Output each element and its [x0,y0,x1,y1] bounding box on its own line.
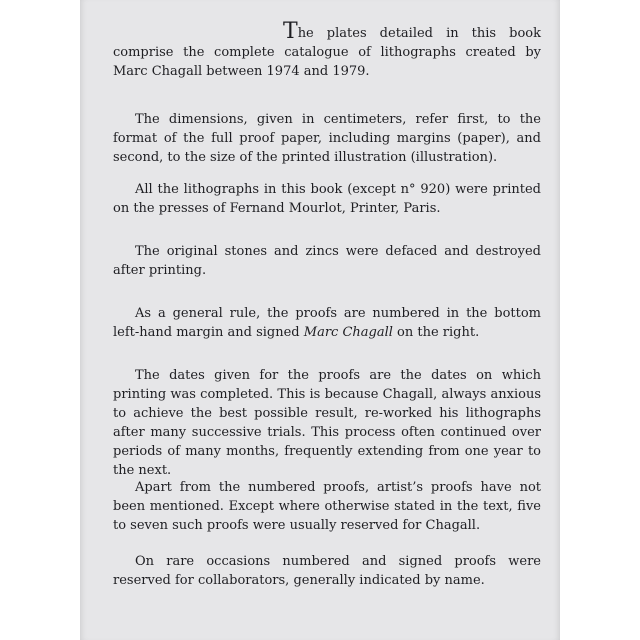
paragraph-body-end: on the right. [392,325,480,340]
paragraph-text: On rare occasions numbered and signed proofs were reserved for collaborators, generally indicated by name. [113,554,541,588]
paragraph-text [113,304,541,342]
paragraph-body: he plates detailed in this book comprise the complete catalogue of lithographs created by Marc Chagall between 1974 and 1979. [113,26,541,79]
paragraph-dates [113,366,541,480]
paragraph-artists-proofs [113,478,541,535]
paragraph-stones [113,242,541,280]
paragraph-text: All the lithographs in this book (except n° 920) were printed on the presses of Fernand Mourlot, Printer, Paris. [113,182,541,216]
paragraph-printer [113,180,541,218]
paragraph-dimensions [113,110,541,167]
paragraph-text: The original stones and zincs were defaced and destroyed after printing. [113,244,541,278]
signature-name: Marc Chagall [303,325,393,340]
drop-cap-letter: T [283,19,298,44]
paragraph-text [113,19,541,81]
paragraph-collaborators [113,552,541,590]
paragraph-body: As a general rule, the proofs are numbered in the bottom left-hand margin and signed [113,306,541,340]
book-page [80,0,560,640]
paragraph-text: Apart from the numbered proofs, artist’s proofs have not been mentioned. Except where otherwise stated in the text, five to seven such proofs were usually reserved for Chagall. [113,480,541,533]
paragraph-catalogue-scope [113,19,541,81]
paragraph-text: The dimensions, given in centimeters, refer first, to the format of the full proof paper, including margins (paper), and second, to the size of the printed illustration (illustration). [113,112,541,165]
paragraph-numbering [113,304,541,342]
paragraph-text: The dates given for the proofs are the dates on which printing was completed. This is because Chagall, always anxious to achieve the best possible result, re-worked his lithographs after many successive trials. This process often continued over periods of many months, frequently extending from one year to the next. [113,368,541,478]
